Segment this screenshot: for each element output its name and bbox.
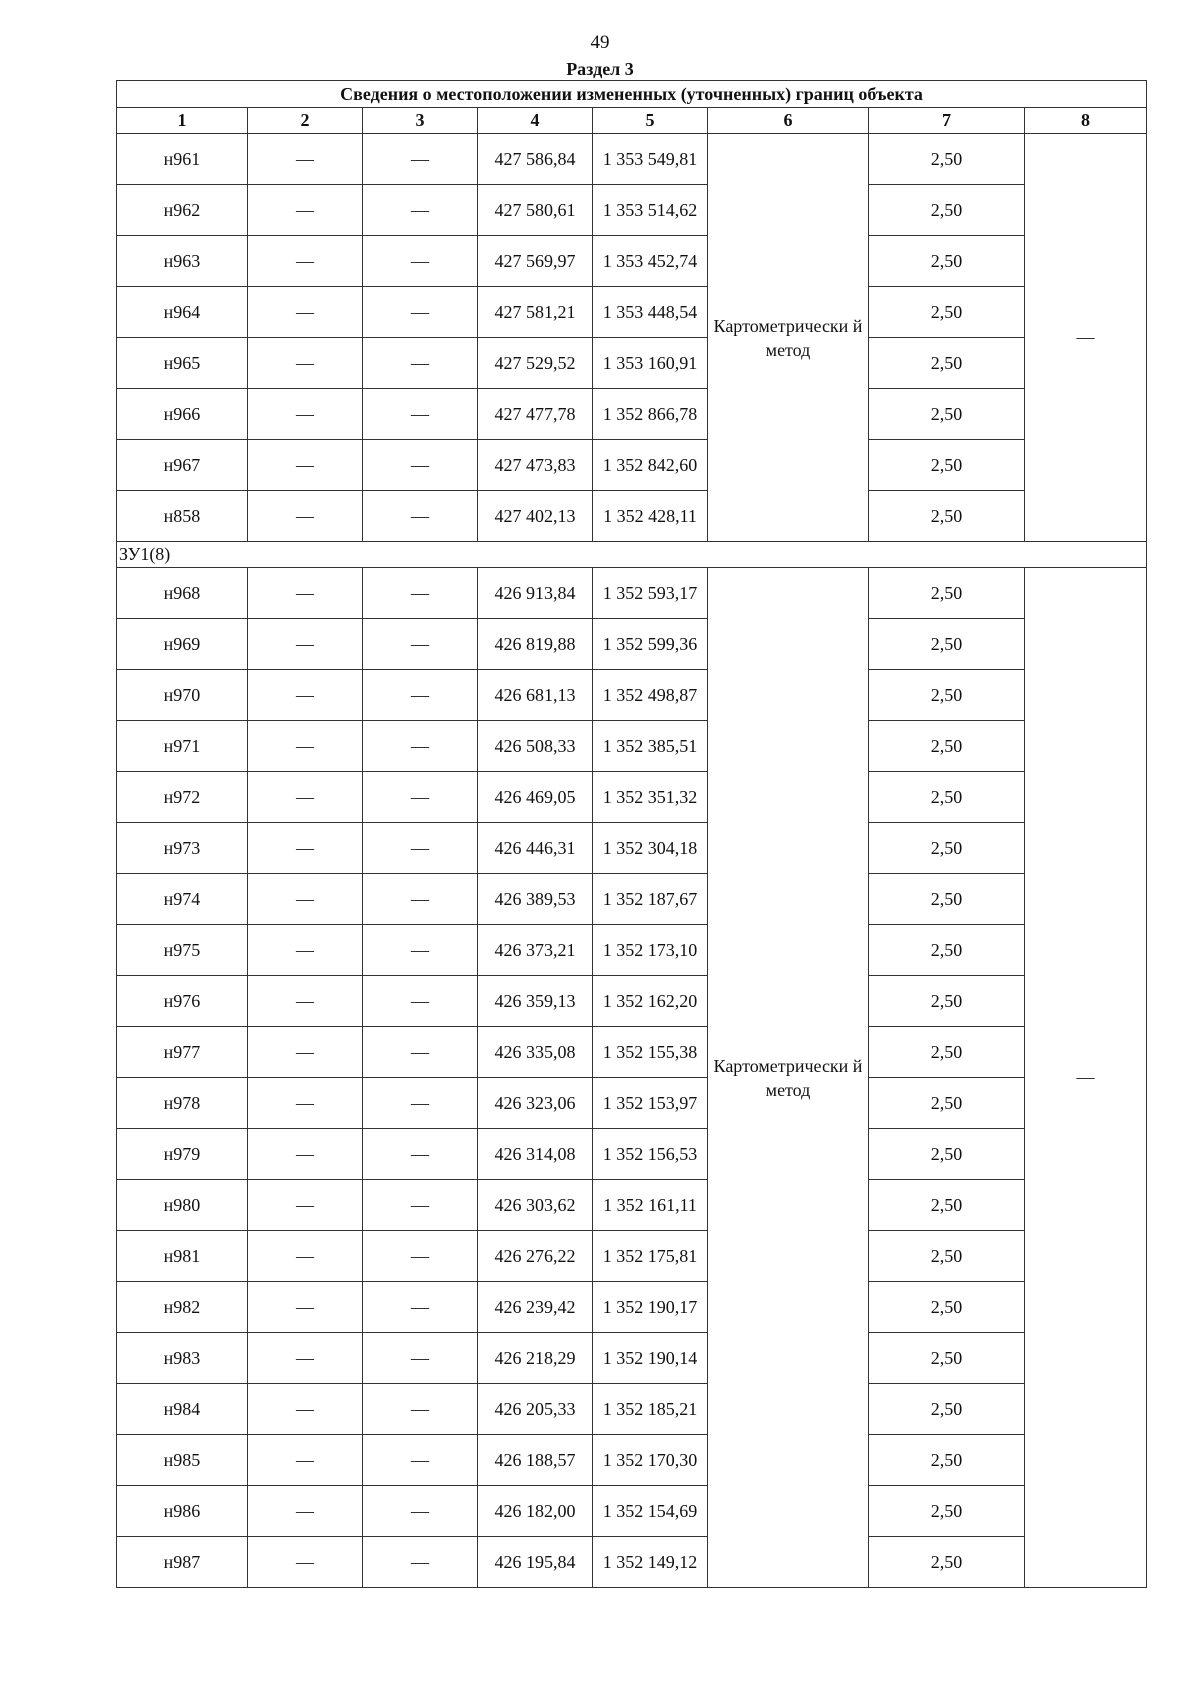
y-coordinate: 1 352 498,87 — [593, 670, 708, 721]
y-coordinate: 1 352 153,97 — [593, 1078, 708, 1129]
point-name: н987 — [117, 1537, 248, 1588]
precision-value: 2,50 — [869, 721, 1025, 772]
x-coordinate: 426 323,06 — [478, 1078, 593, 1129]
col3-dash: — — [363, 1486, 478, 1537]
y-coordinate: 1 352 154,69 — [593, 1486, 708, 1537]
x-coordinate: 427 473,83 — [478, 440, 593, 491]
x-coordinate: 427 580,61 — [478, 185, 593, 236]
x-coordinate: 426 303,62 — [478, 1180, 593, 1231]
y-coordinate: 1 352 155,38 — [593, 1027, 708, 1078]
precision-value: 2,50 — [869, 338, 1025, 389]
table-row — [117, 1231, 1147, 1282]
y-coordinate: 1 352 190,17 — [593, 1282, 708, 1333]
col3-dash: — — [363, 1384, 478, 1435]
col2-dash: — — [248, 619, 363, 670]
y-coordinate: 1 352 190,14 — [593, 1333, 708, 1384]
y-coordinate: 1 352 866,78 — [593, 389, 708, 440]
precision-value: 2,50 — [869, 1486, 1025, 1537]
x-coordinate: 426 389,53 — [478, 874, 593, 925]
x-coordinate: 426 446,31 — [478, 823, 593, 874]
point-name: н971 — [117, 721, 248, 772]
table-row — [117, 389, 1147, 440]
table-row — [117, 721, 1147, 772]
col2-dash: — — [248, 1231, 363, 1282]
col3-dash: — — [363, 1027, 478, 1078]
point-name: н977 — [117, 1027, 248, 1078]
col3-dash: — — [363, 1282, 478, 1333]
y-coordinate: 1 353 160,91 — [593, 338, 708, 389]
table-row — [117, 1180, 1147, 1231]
group-row — [117, 542, 1147, 568]
col3-dash: — — [363, 721, 478, 772]
table-row — [117, 976, 1147, 1027]
col3-dash: — — [363, 1129, 478, 1180]
table-row — [117, 925, 1147, 976]
y-coordinate: 1 352 599,36 — [593, 619, 708, 670]
point-name: н964 — [117, 287, 248, 338]
y-coordinate: 1 352 161,11 — [593, 1180, 708, 1231]
x-coordinate: 426 359,13 — [478, 976, 593, 1027]
col3-dash: — — [363, 670, 478, 721]
col2-dash: — — [248, 1282, 363, 1333]
col3-dash: — — [363, 236, 478, 287]
col2-dash: — — [248, 772, 363, 823]
point-name: н986 — [117, 1486, 248, 1537]
column-header-5: 5 — [593, 108, 708, 134]
point-name: н981 — [117, 1231, 248, 1282]
precision-value: 2,50 — [869, 1282, 1025, 1333]
y-coordinate: 1 352 842,60 — [593, 440, 708, 491]
y-coordinate: 1 352 156,53 — [593, 1129, 708, 1180]
precision-value: 2,50 — [869, 185, 1025, 236]
table-row — [117, 1333, 1147, 1384]
y-coordinate: 1 353 549,81 — [593, 134, 708, 185]
col3-dash: — — [363, 568, 478, 619]
col3-dash: — — [363, 925, 478, 976]
point-name: н984 — [117, 1384, 248, 1435]
y-coordinate: 1 352 385,51 — [593, 721, 708, 772]
column-header-7: 7 — [869, 108, 1025, 134]
table-row — [117, 1129, 1147, 1180]
table-row — [117, 1384, 1147, 1435]
x-coordinate: 427 581,21 — [478, 287, 593, 338]
y-coordinate: 1 352 170,30 — [593, 1435, 708, 1486]
y-coordinate: 1 353 448,54 — [593, 287, 708, 338]
table-row — [117, 1078, 1147, 1129]
table-row — [117, 619, 1147, 670]
section-title: Раздел 3 — [566, 59, 634, 79]
y-coordinate: 1 352 593,17 — [593, 568, 708, 619]
precision-value: 2,50 — [869, 440, 1025, 491]
x-coordinate: 426 681,13 — [478, 670, 593, 721]
y-coordinate: 1 352 304,18 — [593, 823, 708, 874]
col2-dash: — — [248, 1537, 363, 1588]
x-coordinate: 426 508,33 — [478, 721, 593, 772]
y-coordinate: 1 352 351,32 — [593, 772, 708, 823]
precision-value: 2,50 — [869, 619, 1025, 670]
precision-value: 2,50 — [869, 491, 1025, 542]
table-row — [117, 1282, 1147, 1333]
precision-value: 2,50 — [869, 568, 1025, 619]
y-coordinate: 1 352 175,81 — [593, 1231, 708, 1282]
x-coordinate: 426 913,84 — [478, 568, 593, 619]
col2-dash: — — [248, 1180, 363, 1231]
y-coordinate: 1 352 185,21 — [593, 1384, 708, 1435]
boundary-coordinates-table — [116, 80, 1147, 1588]
col2-dash: — — [248, 874, 363, 925]
column-header-4: 4 — [478, 108, 593, 134]
point-name: н968 — [117, 568, 248, 619]
col8-dash: — — [1025, 568, 1147, 1588]
col2-dash: — — [248, 1384, 363, 1435]
x-coordinate: 426 373,21 — [478, 925, 593, 976]
table-row — [117, 1486, 1147, 1537]
page-number: 49 — [590, 32, 610, 53]
col2-dash: — — [248, 236, 363, 287]
col2-dash: — — [248, 670, 363, 721]
table-row — [117, 670, 1147, 721]
y-coordinate: 1 353 514,62 — [593, 185, 708, 236]
table-body — [117, 134, 1147, 1588]
precision-value: 2,50 — [869, 389, 1025, 440]
col3-dash: — — [363, 1180, 478, 1231]
precision-value: 2,50 — [869, 823, 1025, 874]
col3-dash: — — [363, 1231, 478, 1282]
table-row — [117, 772, 1147, 823]
col3-dash: — — [363, 976, 478, 1027]
point-name: н858 — [117, 491, 248, 542]
table-row — [117, 568, 1147, 619]
x-coordinate: 427 586,84 — [478, 134, 593, 185]
col2-dash: — — [248, 721, 363, 772]
point-name: н985 — [117, 1435, 248, 1486]
x-coordinate: 427 477,78 — [478, 389, 593, 440]
x-coordinate: 426 218,29 — [478, 1333, 593, 1384]
col2-dash: — — [248, 440, 363, 491]
point-name: н974 — [117, 874, 248, 925]
col3-dash: — — [363, 440, 478, 491]
column-header-3: 3 — [363, 108, 478, 134]
precision-value: 2,50 — [869, 1231, 1025, 1282]
x-coordinate: 427 569,97 — [478, 236, 593, 287]
column-number-row — [117, 108, 1147, 134]
col2-dash: — — [248, 1129, 363, 1180]
col3-dash: — — [363, 491, 478, 542]
precision-value: 2,50 — [869, 287, 1025, 338]
col3-dash: — — [363, 287, 478, 338]
col3-dash: — — [363, 338, 478, 389]
x-coordinate: 426 335,08 — [478, 1027, 593, 1078]
col8-dash: — — [1025, 134, 1147, 542]
table-row — [117, 1027, 1147, 1078]
x-coordinate: 426 239,42 — [478, 1282, 593, 1333]
table-row — [117, 823, 1147, 874]
col2-dash: — — [248, 491, 363, 542]
method-cell: Картометрически й метод — [708, 568, 869, 1588]
col2-dash: — — [248, 1078, 363, 1129]
precision-value: 2,50 — [869, 874, 1025, 925]
col3-dash: — — [363, 1435, 478, 1486]
point-name: н962 — [117, 185, 248, 236]
point-name: н982 — [117, 1282, 248, 1333]
table-row — [117, 1537, 1147, 1588]
column-header-2: 2 — [248, 108, 363, 134]
table-row — [117, 134, 1147, 185]
x-coordinate: 427 529,52 — [478, 338, 593, 389]
col2-dash: — — [248, 976, 363, 1027]
col3-dash: — — [363, 134, 478, 185]
column-header-1: 1 — [117, 108, 248, 134]
point-name: н983 — [117, 1333, 248, 1384]
x-coordinate: 426 205,33 — [478, 1384, 593, 1435]
precision-value: 2,50 — [869, 925, 1025, 976]
col2-dash: — — [248, 1333, 363, 1384]
table-row — [117, 874, 1147, 925]
precision-value: 2,50 — [869, 1435, 1025, 1486]
x-coordinate: 426 819,88 — [478, 619, 593, 670]
point-name: н965 — [117, 338, 248, 389]
y-coordinate: 1 352 428,11 — [593, 491, 708, 542]
x-coordinate: 426 195,84 — [478, 1537, 593, 1588]
table-row — [117, 236, 1147, 287]
precision-value: 2,50 — [869, 976, 1025, 1027]
x-coordinate: 426 314,08 — [478, 1129, 593, 1180]
point-name: н976 — [117, 976, 248, 1027]
y-coordinate: 1 352 162,20 — [593, 976, 708, 1027]
col2-dash: — — [248, 389, 363, 440]
precision-value: 2,50 — [869, 1180, 1025, 1231]
point-name: н980 — [117, 1180, 248, 1231]
col2-dash: — — [248, 1027, 363, 1078]
point-name: н975 — [117, 925, 248, 976]
point-name: н978 — [117, 1078, 248, 1129]
precision-value: 2,50 — [869, 1537, 1025, 1588]
y-coordinate: 1 352 187,67 — [593, 874, 708, 925]
col3-dash: — — [363, 619, 478, 670]
table-caption: Сведения о местоположении измененных (уточненных) границ объекта — [117, 81, 1147, 108]
point-name: н963 — [117, 236, 248, 287]
x-coordinate: 426 182,00 — [478, 1486, 593, 1537]
point-name: н970 — [117, 670, 248, 721]
x-coordinate: 426 469,05 — [478, 772, 593, 823]
col2-dash: — — [248, 925, 363, 976]
method-cell: Картометрически й метод — [708, 134, 869, 542]
group-label: ЗУ1(8) — [117, 542, 1147, 568]
col2-dash: — — [248, 1486, 363, 1537]
table-row — [117, 338, 1147, 389]
precision-value: 2,50 — [869, 1027, 1025, 1078]
point-name: н972 — [117, 772, 248, 823]
point-name: н967 — [117, 440, 248, 491]
point-name: н969 — [117, 619, 248, 670]
point-name: н961 — [117, 134, 248, 185]
col3-dash: — — [363, 185, 478, 236]
point-name: н966 — [117, 389, 248, 440]
precision-value: 2,50 — [869, 134, 1025, 185]
x-coordinate: 426 276,22 — [478, 1231, 593, 1282]
col3-dash: — — [363, 823, 478, 874]
y-coordinate: 1 352 149,12 — [593, 1537, 708, 1588]
col2-dash: — — [248, 134, 363, 185]
table-row — [117, 287, 1147, 338]
x-coordinate: 427 402,13 — [478, 491, 593, 542]
col3-dash: — — [363, 1333, 478, 1384]
col2-dash: — — [248, 568, 363, 619]
col3-dash: — — [363, 1078, 478, 1129]
col2-dash: — — [248, 185, 363, 236]
point-name: н979 — [117, 1129, 248, 1180]
precision-value: 2,50 — [869, 1384, 1025, 1435]
precision-value: 2,50 — [869, 1129, 1025, 1180]
col3-dash: — — [363, 874, 478, 925]
col3-dash: — — [363, 772, 478, 823]
precision-value: 2,50 — [869, 1078, 1025, 1129]
column-header-6: 6 — [708, 108, 869, 134]
precision-value: 2,50 — [869, 670, 1025, 721]
table-row — [117, 185, 1147, 236]
column-header-8: 8 — [1025, 108, 1147, 134]
col2-dash: — — [248, 287, 363, 338]
y-coordinate: 1 352 173,10 — [593, 925, 708, 976]
precision-value: 2,50 — [869, 236, 1025, 287]
col3-dash: — — [363, 389, 478, 440]
col2-dash: — — [248, 338, 363, 389]
table-row — [117, 1435, 1147, 1486]
col2-dash: — — [248, 1435, 363, 1486]
y-coordinate: 1 353 452,74 — [593, 236, 708, 287]
precision-value: 2,50 — [869, 772, 1025, 823]
col2-dash: — — [248, 823, 363, 874]
x-coordinate: 426 188,57 — [478, 1435, 593, 1486]
col3-dash: — — [363, 1537, 478, 1588]
point-name: н973 — [117, 823, 248, 874]
table-row — [117, 440, 1147, 491]
precision-value: 2,50 — [869, 1333, 1025, 1384]
table-row — [117, 491, 1147, 542]
